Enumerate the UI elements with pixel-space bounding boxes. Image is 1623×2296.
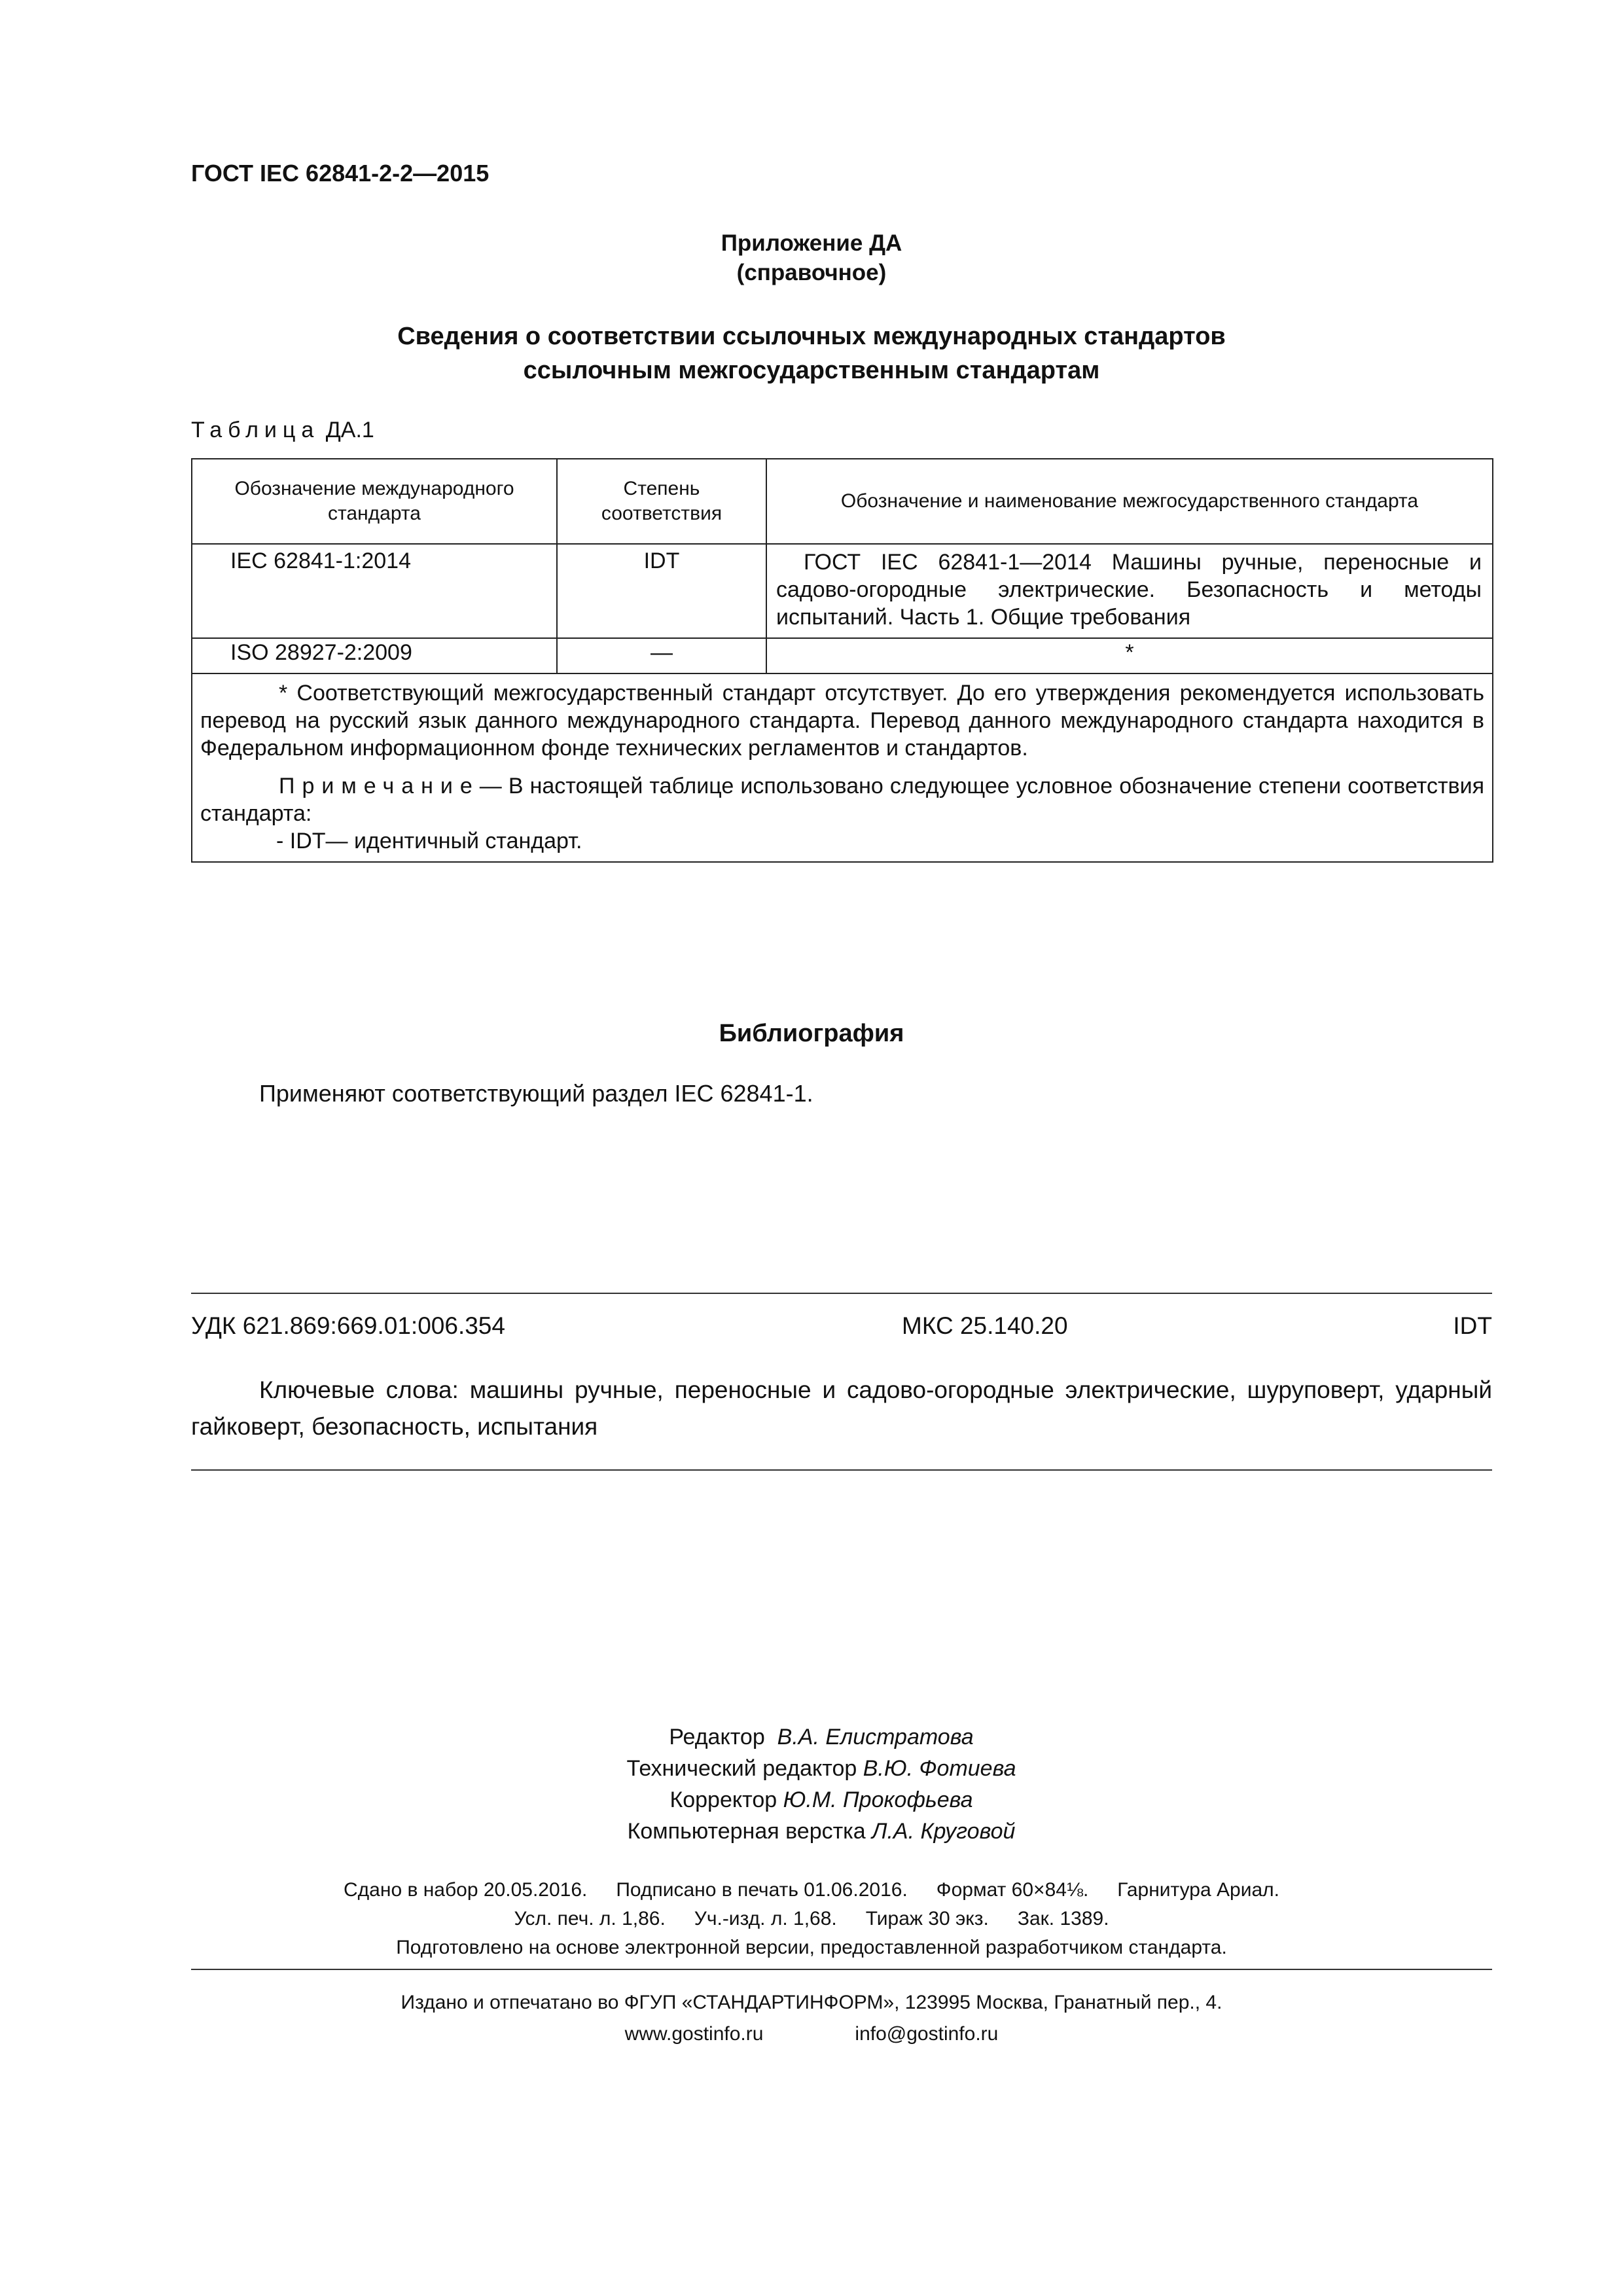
credit-proofreader: Корректор Ю.М. Прокофьева <box>669 1787 973 1812</box>
pub-typeset: Сдано в набор 20.05.2016. <box>344 1879 588 1901</box>
table-footnote-cell <box>192 673 1493 862</box>
table-footnote-row <box>192 673 1493 862</box>
publisher-info: Издано и отпечатано во ФГУП «СТАНДАРТИНФОРМ», 123995 Москва, Гранатный пер., 4. <box>401 1992 1222 2013</box>
bibliography-title: Библиография <box>719 1020 904 1047</box>
website-link[interactable]: www.gostinfo.ru <box>624 2023 764 2045</box>
keywords <box>191 1372 1492 1445</box>
pub-signed: Подписано в печать 01.06.2016. <box>616 1879 908 1901</box>
pub-print-sheets: Усл. печ. л. 1,86. <box>514 1908 666 1929</box>
row-national-standard: * <box>766 638 1493 673</box>
header-international-standard: Обозначение международного стандарта <box>192 459 557 544</box>
pub-format: Формат 60×84⅛. <box>936 1879 1089 1901</box>
table-caption-number: ДА.1 <box>325 418 374 442</box>
credit-tech-editor: Технический редактор В.Ю. Фотиева <box>626 1756 1016 1781</box>
header-national-standard: Обозначение и наименование межгосударственного стандарта <box>766 459 1493 544</box>
standards-correspondence-table <box>191 458 1493 863</box>
pub-sheets: Уч.-изд. л. 1,68. <box>694 1908 837 1929</box>
table-row <box>192 544 1493 638</box>
pub-circulation: Тираж 30 экз. <box>865 1908 989 1929</box>
publishing-line-2 <box>0 1905 1623 1933</box>
row-international-ref: IEC 62841-1:2014 <box>192 544 557 638</box>
note-item: - IDT— идентичный стандарт. <box>276 829 582 853</box>
publishing-prepared: Подготовлено на основе электронной версии, предоставленной разработчиком стандарта. <box>396 1937 1227 1958</box>
header-degree: Степень соответствия <box>557 459 766 544</box>
table-caption <box>191 418 374 443</box>
bibliography-text: Применяют соответствующий раздел IEC 62841-1. <box>259 1080 813 1107</box>
table-footnote: * Соответствующий межгосударственный стандарт отсутствует. До его утверждения рекомендуется использовать перевод на русский язык данного международного стандарта. Перевод данного международного стандарта находится в Федеральном информационном фонде технических регламентов и стандартов. <box>200 681 1484 761</box>
udk-code: УДК 621.869:669.01:006.354 <box>191 1312 505 1339</box>
divider <box>191 1469 1492 1471</box>
divider <box>191 1293 1492 1294</box>
note-label: Примечание <box>279 774 480 798</box>
mks-code: МКС 25.140.20 <box>902 1312 1068 1339</box>
appendix-heading-line2: ссылочным межгосударственным стандартам <box>523 357 1100 384</box>
credit-layout: Компьютерная верстка Л.А. Круговой <box>627 1819 1016 1844</box>
note-text: — В настоящей таблице использовано следующее условное обозначение степени соответствия стандарта: <box>200 774 1484 826</box>
document-code: ГОСТ IEC 62841-2-2—2015 <box>191 160 490 187</box>
contacts <box>0 2018 1623 2050</box>
credit-editor: Редактор В.А. Елистратова <box>669 1725 974 1749</box>
divider <box>191 1969 1492 1970</box>
pub-font: Гарнитура Ариал. <box>1117 1879 1279 1901</box>
row-degree: — <box>557 638 766 673</box>
row-international-ref: ISO 28927-2:2009 <box>192 638 557 673</box>
keywords-text: Ключевые слова: машины ручные, переносные и садово-огородные электрические, шуруповерт, ударный гайковерт, безопасность, испытания <box>191 1376 1492 1440</box>
appendix-heading-line1: Сведения о соответствии ссылочных международных стандартов <box>397 323 1226 350</box>
table-header-row <box>192 459 1493 544</box>
degree-code: IDT <box>1453 1312 1492 1339</box>
pub-order: Зак. 1389. <box>1017 1908 1109 1929</box>
table-row <box>192 638 1493 673</box>
table-caption-label: Таблица <box>191 418 320 442</box>
credits-block <box>0 1721 1623 1847</box>
appendix-type: (справочное) <box>736 260 887 285</box>
publishing-line-1 <box>0 1876 1623 1905</box>
email-link[interactable]: info@gostinfo.ru <box>855 2023 999 2045</box>
table-note <box>200 772 1484 827</box>
appendix-title: Приложение ДА <box>721 230 902 256</box>
row-national-standard: ГОСТ IEC 62841-1—2014 Машины ручные, переносные и садово-огородные электрические. Безопасность и методы испытаний. Часть 1. Общие требования <box>766 544 1493 638</box>
row-degree: IDT <box>557 544 766 638</box>
